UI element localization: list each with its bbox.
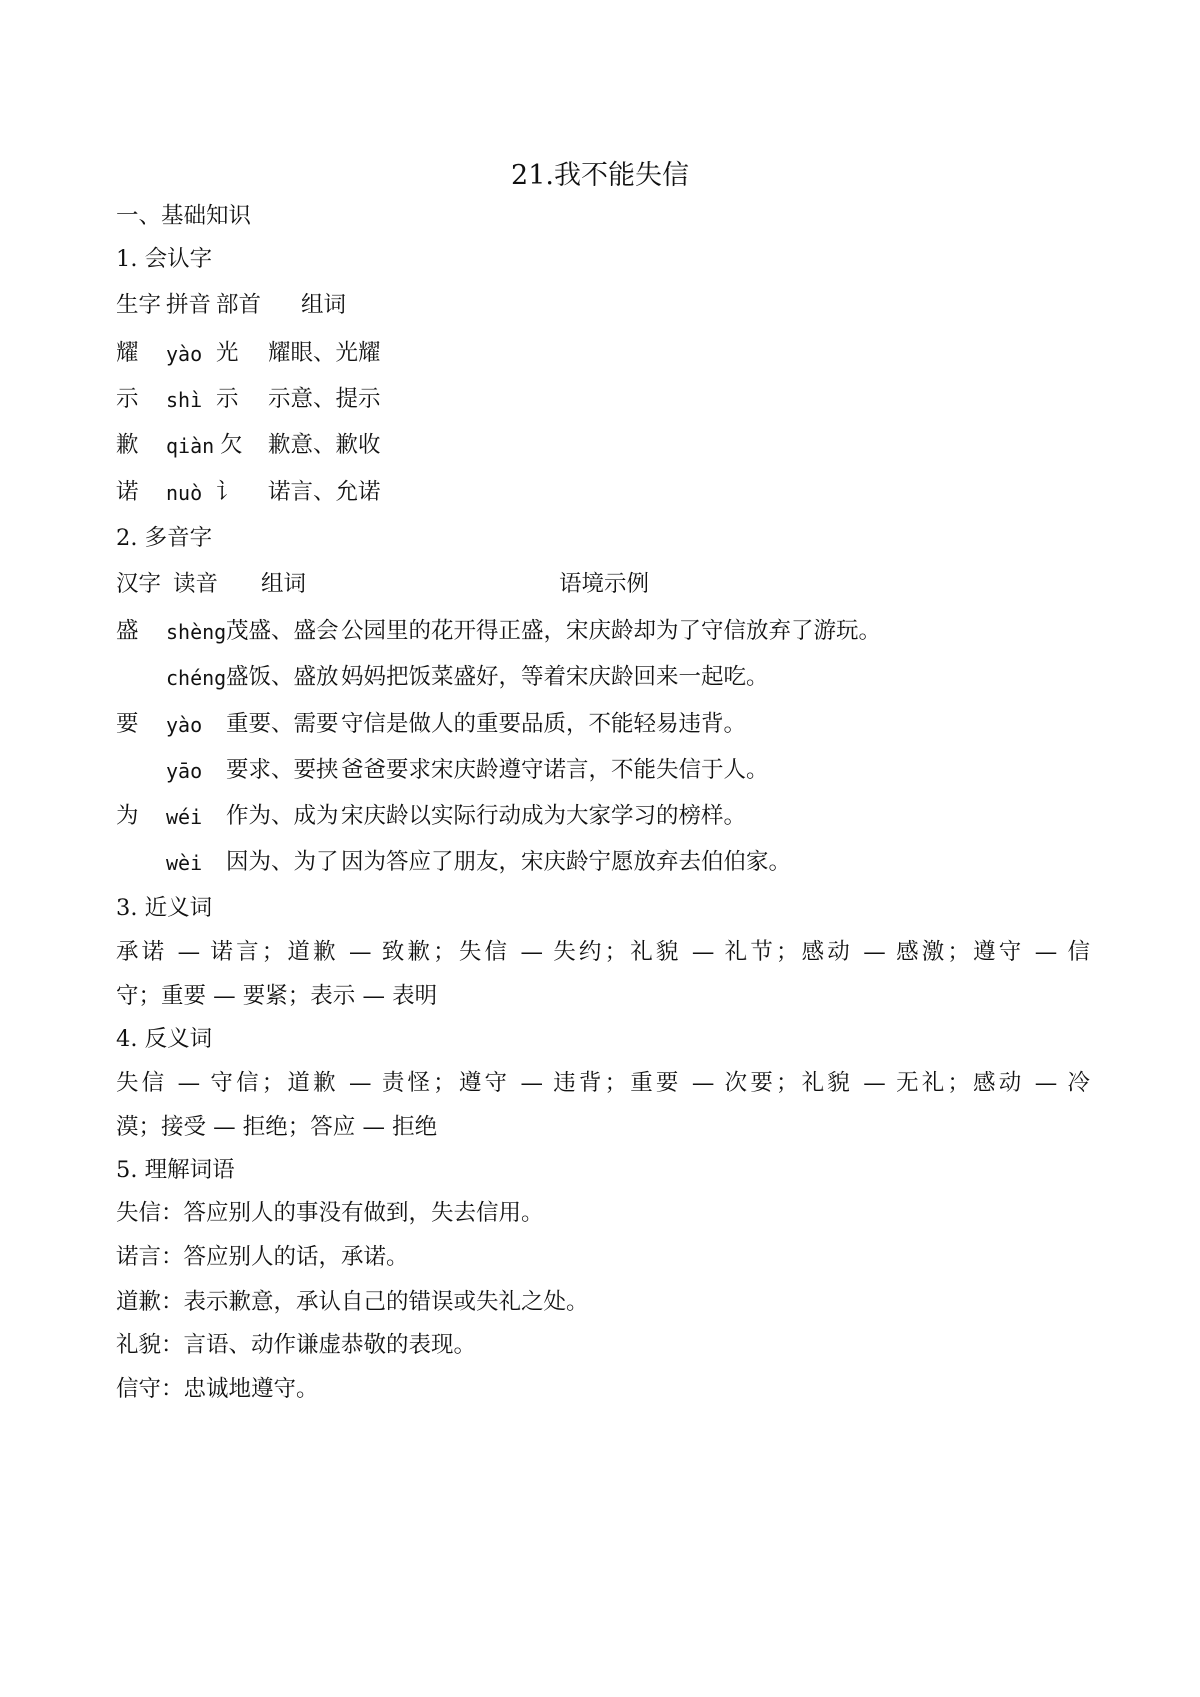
page-title: 21.我不能失信: [511, 160, 689, 191]
row-pinyin: qiàn: [166, 434, 215, 458]
subsection-heading-meanings: 5. 理解词语: [116, 1157, 235, 1183]
row-char: 耀: [116, 340, 139, 366]
row-char: 为: [116, 803, 139, 829]
row-words: 作为、成为: [226, 803, 339, 829]
list-item: [116, 1330, 1090, 1360]
antonyms-line-1: 失信 — 守信；道歉 — 责怪；遵守 — 违背；重要 — 次要；礼貌 — 无礼；感动 — 冷: [116, 1070, 1090, 1096]
row-char: 盛: [116, 618, 139, 644]
row-example: 妈妈把饭菜盛好，等着宋庆龄回来一起吃。: [341, 664, 769, 690]
synonyms-line-2: 守；重要 — 要紧；表示 — 表明: [116, 983, 438, 1009]
row-words: 示意、提示: [268, 386, 381, 412]
definition: 答应别人的话，承诺。: [183, 1244, 409, 1270]
row-pinyin: wèi: [166, 851, 203, 875]
term: 信守：: [116, 1376, 184, 1402]
row-example: 爸爸要求宋庆龄遵守诺言，不能失信于人。: [341, 757, 769, 783]
row-example: 公园里的花开得正盛，宋庆龄却为了守信放弃了游玩。: [341, 618, 882, 644]
synonyms-line-1: 承诺 — 诺言；道歉 — 致歉；失信 — 失约；礼貌 — 礼节；感动 — 感激；遵守 — 信: [116, 939, 1090, 965]
row-radical: 光: [216, 340, 239, 366]
row-words: 因为、为了: [226, 849, 339, 875]
row-example: 因为答应了朋友，宋庆龄宁愿放弃去伯伯家。: [341, 849, 792, 875]
row-words: 耀眼、光耀: [268, 340, 381, 366]
row-char: 要: [116, 711, 139, 737]
list-item: [116, 1374, 1090, 1404]
row-words: 茂盛、盛会: [226, 618, 339, 644]
term: 道歉：: [116, 1289, 184, 1315]
definition: 表示歉意，承认自己的错误或失礼之处。: [183, 1289, 589, 1315]
subsection-heading-polyphone: 2. 多音字: [116, 525, 213, 551]
term: 诺言：: [116, 1244, 184, 1270]
term: 失信：: [116, 1200, 184, 1226]
row-pinyin: yào: [166, 713, 203, 737]
term: 礼貌：: [116, 1332, 184, 1358]
subsection-heading-recognize: 1. 会认字: [116, 246, 213, 272]
definition: 答应别人的事没有做到，失去信用。: [183, 1200, 544, 1226]
row-pinyin: wéi: [166, 805, 203, 829]
definition: 忠诚地遵守。: [183, 1376, 319, 1402]
antonyms-line-2: 漠；接受 — 拒绝；答应 — 拒绝: [116, 1114, 438, 1140]
header-char: 生字: [116, 292, 162, 318]
list-item: [116, 1198, 1090, 1228]
row-pinyin: shèng: [166, 620, 227, 644]
row-pinyin: yāo: [166, 759, 203, 783]
header-char: 汉字: [116, 571, 162, 597]
row-pinyin: nuò: [166, 481, 203, 505]
header-radical: 部首: [216, 292, 262, 318]
subsection-heading-antonyms: 4. 反义词: [116, 1026, 213, 1052]
row-pinyin: yào: [166, 342, 203, 366]
row-words: 歉意、歉收: [268, 432, 381, 458]
row-words: 重要、需要: [226, 711, 339, 737]
section-heading-basics: 一、基础知识: [116, 203, 252, 229]
row-radical: 欠: [220, 432, 243, 458]
row-words: 诺言、允诺: [268, 479, 381, 505]
row-char: 示: [116, 386, 139, 412]
header-words: 组词: [261, 571, 307, 597]
row-radical: 讠: [216, 479, 239, 505]
list-item: [116, 1242, 1090, 1272]
row-pinyin: shì: [166, 388, 203, 412]
row-char: 歉: [116, 432, 139, 458]
row-example: 宋庆龄以实际行动成为大家学习的榜样。: [341, 803, 747, 829]
header-example: 语境示例: [559, 571, 650, 597]
row-pinyin: chéng: [166, 666, 227, 690]
row-char: 诺: [116, 479, 139, 505]
definition: 言语、动作谦虚恭敬的表现。: [183, 1332, 477, 1358]
header-pinyin: 拼音: [166, 292, 212, 318]
row-radical: 示: [216, 386, 239, 412]
row-words: 要求、要挟: [226, 757, 339, 783]
subsection-heading-synonyms: 3. 近义词: [116, 895, 213, 921]
list-item: [116, 1287, 1090, 1317]
row-example: 守信是做人的重要品质，不能轻易违背。: [341, 711, 747, 737]
header-words: 组词: [301, 292, 347, 318]
row-words: 盛饭、盛放: [226, 664, 339, 690]
header-pinyin: 读音: [173, 571, 219, 597]
